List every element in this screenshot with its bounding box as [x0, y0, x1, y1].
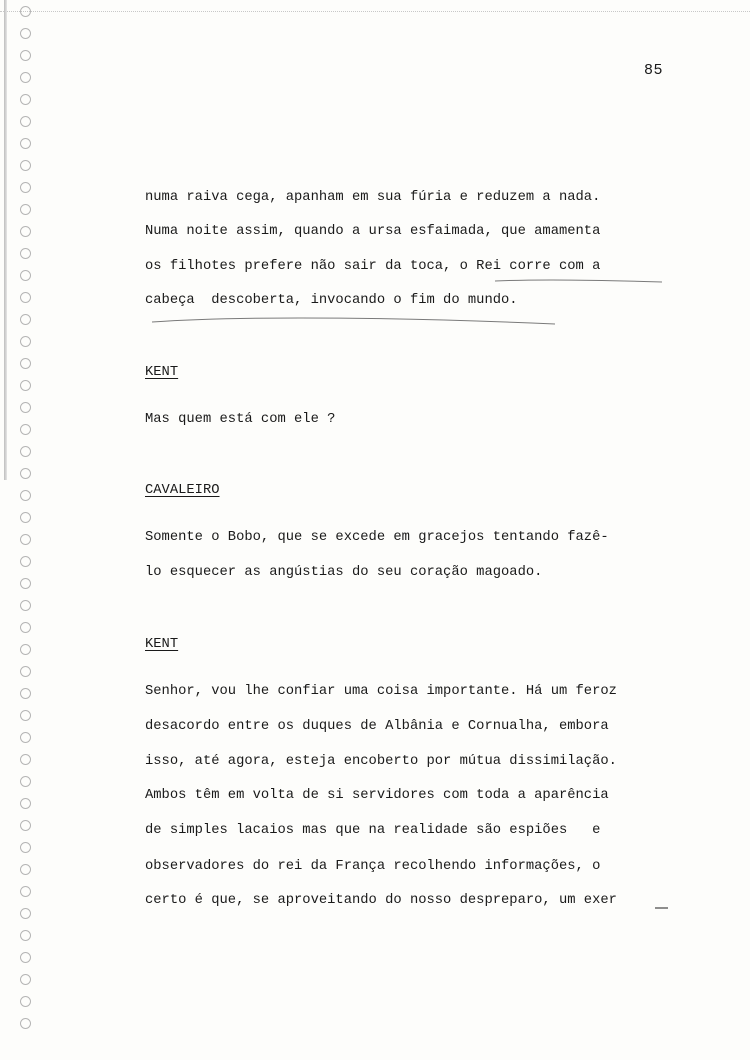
binding-hole	[20, 952, 31, 963]
pen-underline-stroke	[495, 280, 662, 282]
speaker-name: KENT	[145, 637, 179, 652]
binding-hole	[20, 314, 31, 325]
binding-hole	[20, 248, 31, 259]
binding-hole	[20, 94, 31, 105]
text-line: observadores do rei da França recolhendo informações, o	[145, 859, 601, 874]
text-line: certo é que, se aproveitando do nosso despreparo, um exer	[145, 893, 617, 908]
binding-hole	[20, 50, 31, 61]
text-line: lo esquecer as angústias do seu coração magoado.	[145, 565, 543, 580]
binding-holes	[16, 6, 46, 1036]
binding-hole	[20, 754, 31, 765]
binding-hole	[20, 116, 31, 127]
text-line: numa raiva cega, apanham em sua fúria e reduzem a nada.	[145, 190, 601, 205]
text-line: Ambos têm em volta de si servidores com toda a aparência	[145, 788, 609, 803]
text-line: desacordo entre os duques de Albânia e Cornualha, embora	[145, 719, 609, 734]
text-line: Mas quem está com ele ?	[145, 412, 336, 427]
binding-hole	[20, 402, 31, 413]
binding-hole	[20, 776, 31, 787]
binding-hole	[20, 160, 31, 171]
binding-hole	[20, 710, 31, 721]
binding-hole	[20, 358, 31, 369]
binding-hole	[20, 908, 31, 919]
text-line: isso, até agora, esteja encoberto por mútua dissimilação.	[145, 754, 617, 769]
binding-hole	[20, 996, 31, 1007]
binding-hole	[20, 446, 31, 457]
pen-underline-stroke	[152, 318, 555, 324]
binding-hole	[20, 798, 31, 809]
text-line: os filhotes prefere não sair da toca, o Rei corre com a	[145, 259, 601, 274]
binding-hole	[20, 534, 31, 545]
left-page-edge	[4, 0, 7, 480]
binding-hole	[20, 930, 31, 941]
binding-hole	[20, 556, 31, 567]
text-line: cabeça descoberta, invocando o fim do mundo.	[145, 293, 518, 308]
binding-hole	[20, 336, 31, 347]
top-edge-rule	[0, 11, 750, 12]
binding-hole	[20, 270, 31, 281]
binding-hole	[20, 600, 31, 611]
binding-hole	[20, 490, 31, 501]
binding-hole	[20, 6, 31, 17]
binding-hole	[20, 666, 31, 677]
binding-hole	[20, 424, 31, 435]
binding-hole	[20, 468, 31, 479]
speaker-name: KENT	[145, 365, 179, 380]
text-line: Numa noite assim, quando a ursa esfaimada, que amamenta	[145, 224, 601, 239]
binding-hole	[20, 204, 31, 215]
binding-hole	[20, 886, 31, 897]
binding-hole	[20, 72, 31, 83]
binding-hole	[20, 644, 31, 655]
binding-hole	[20, 226, 31, 237]
binding-hole	[20, 182, 31, 193]
text-line: Somente o Bobo, que se excede em gracejos tentando fazê-	[145, 530, 609, 545]
binding-hole	[20, 380, 31, 391]
binding-hole	[20, 842, 31, 853]
binding-hole	[20, 820, 31, 831]
speaker-name: CAVALEIRO	[145, 483, 220, 498]
binding-hole	[20, 138, 31, 149]
text-line: Senhor, vou lhe confiar uma coisa importante. Há um feroz	[145, 684, 617, 699]
binding-hole	[20, 578, 31, 589]
binding-hole	[20, 28, 31, 39]
binding-hole	[20, 292, 31, 303]
binding-hole	[20, 622, 31, 633]
text-line: de simples lacaios mas que na realidade são espiões e	[145, 823, 601, 838]
binding-hole	[20, 1018, 31, 1029]
binding-hole	[20, 688, 31, 699]
binding-hole	[20, 974, 31, 985]
page-number: 85	[644, 62, 664, 79]
binding-hole	[20, 512, 31, 523]
binding-hole	[20, 732, 31, 743]
binding-hole	[20, 864, 31, 875]
